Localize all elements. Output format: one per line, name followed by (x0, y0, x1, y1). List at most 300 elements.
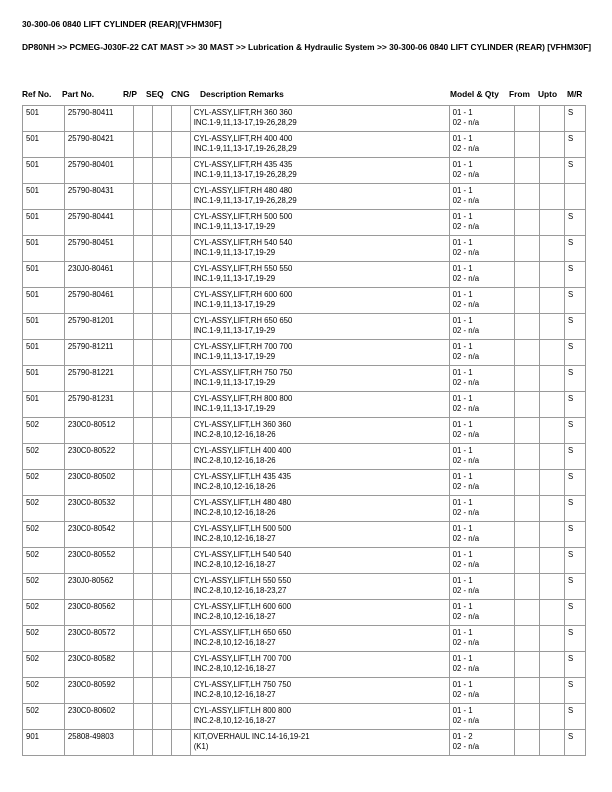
rp-cell (134, 548, 153, 574)
upto-cell (539, 262, 564, 288)
ref-cell: 501 (23, 262, 65, 288)
cng-cell (171, 210, 190, 236)
cng-cell (171, 418, 190, 444)
seq-cell (152, 470, 171, 496)
upto-cell (539, 132, 564, 158)
model-qty-line-2: 02 - n/a (452, 196, 480, 205)
part-number-cell: 25790-80401 (64, 158, 133, 184)
cng-cell (171, 496, 190, 522)
model-qty-cell (449, 574, 514, 600)
table-row (23, 106, 586, 132)
model-qty-cell (449, 366, 514, 392)
part-number-cell: 230C0-80562 (64, 600, 133, 626)
model-qty-line-2: 02 - n/a (452, 508, 480, 517)
description-cell (190, 392, 449, 418)
model-qty-line-2: 02 - n/a (452, 716, 480, 725)
cng-cell (171, 444, 190, 470)
model-qty-cell (449, 132, 514, 158)
table-row (23, 262, 586, 288)
cng-cell (171, 574, 190, 600)
upto-cell (539, 366, 564, 392)
description-text: CYL-ASSY,LIFT,RH 650 650 (193, 316, 293, 325)
model-qty-line-1: 01 - 1 (452, 238, 473, 247)
model-qty-line-2: 02 - n/a (452, 430, 480, 439)
from-cell (514, 340, 539, 366)
part-number-cell: 230C0-80572 (64, 626, 133, 652)
table-row (23, 548, 586, 574)
description-cell (190, 236, 449, 262)
description-text: CYL-ASSY,LIFT,RH 550 550 (193, 264, 293, 273)
cng-cell (171, 158, 190, 184)
from-cell (514, 236, 539, 262)
model-qty-line-1: 01 - 1 (452, 628, 473, 637)
from-cell (514, 704, 539, 730)
mr-cell: S (564, 418, 585, 444)
mr-cell: S (564, 132, 585, 158)
ref-cell: 501 (23, 236, 65, 262)
model-qty-cell (449, 522, 514, 548)
mr-cell: S (564, 340, 585, 366)
seq-cell (152, 314, 171, 340)
cng-cell (171, 392, 190, 418)
mr-cell: S (564, 652, 585, 678)
remarks-text: INC.1-9,11,13-17,19-29 (193, 404, 276, 413)
description-cell (190, 444, 449, 470)
description-text: CYL-ASSY,LIFT,RH 600 600 (193, 290, 293, 299)
seq-cell (152, 574, 171, 600)
upto-cell (539, 626, 564, 652)
remarks-text: INC.1-9,11,13-17,19-26,28,29 (193, 170, 297, 179)
seq-cell (152, 340, 171, 366)
description-cell (190, 340, 449, 366)
model-qty-line-1: 01 - 1 (452, 576, 473, 585)
part-number-cell: 230C0-80532 (64, 496, 133, 522)
upto-cell (539, 184, 564, 210)
ref-cell: 901 (23, 730, 65, 756)
model-qty-line-1: 01 - 1 (452, 264, 473, 273)
model-qty-line-1: 01 - 1 (452, 316, 473, 325)
model-qty-line-1: 01 - 1 (452, 446, 473, 455)
col-header-upto: Upto (538, 89, 558, 99)
model-qty-cell (449, 496, 514, 522)
model-qty-line-2: 02 - n/a (452, 144, 480, 153)
model-qty-line-2: 02 - n/a (452, 456, 480, 465)
part-number-cell: 230J0-80562 (64, 574, 133, 600)
upto-cell (539, 730, 564, 756)
model-qty-cell (449, 236, 514, 262)
remarks-text: INC.2-8,10,12-16,18-26 (193, 456, 276, 465)
rp-cell (134, 392, 153, 418)
remarks-text: INC.2-8,10,12-16,18-27 (193, 534, 276, 543)
seq-cell (152, 548, 171, 574)
rp-cell (134, 314, 153, 340)
part-number-cell: 230C0-80592 (64, 678, 133, 704)
parts-table (22, 105, 586, 756)
seq-cell (152, 600, 171, 626)
model-qty-line-1: 01 - 1 (452, 524, 473, 533)
model-qty-cell (449, 158, 514, 184)
part-number-cell: 230C0-80522 (64, 444, 133, 470)
from-cell (514, 418, 539, 444)
model-qty-line-2: 02 - n/a (452, 534, 480, 543)
from-cell (514, 262, 539, 288)
mr-cell: S (564, 158, 585, 184)
seq-cell (152, 106, 171, 132)
description-text: CYL-ASSY,LIFT,RH 750 750 (193, 368, 293, 377)
table-row (23, 184, 586, 210)
remarks-text: INC.2-8,10,12-16,18-26 (193, 508, 276, 517)
rp-cell (134, 236, 153, 262)
part-number-cell: 25790-80431 (64, 184, 133, 210)
rp-cell (134, 262, 153, 288)
model-qty-line-1: 01 - 1 (452, 602, 473, 611)
table-row (23, 340, 586, 366)
seq-cell (152, 132, 171, 158)
remarks-text: INC.2-8,10,12-16,18-26 (193, 482, 276, 491)
model-qty-line-2: 02 - n/a (452, 170, 480, 179)
cng-cell (171, 262, 190, 288)
mr-cell: S (564, 496, 585, 522)
table-row (23, 288, 586, 314)
model-qty-line-1: 01 - 1 (452, 108, 473, 117)
rp-cell (134, 470, 153, 496)
table-row (23, 626, 586, 652)
part-number-cell: 230C0-80552 (64, 548, 133, 574)
rp-cell (134, 652, 153, 678)
description-text: CYL-ASSY,LIFT,LH 435 435 (193, 472, 292, 481)
upto-cell (539, 340, 564, 366)
rp-cell (134, 288, 153, 314)
mr-cell: S (564, 600, 585, 626)
ref-cell: 502 (23, 444, 65, 470)
part-number-cell: 230C0-80502 (64, 470, 133, 496)
seq-cell (152, 730, 171, 756)
remarks-text: INC.2-8,10,12-16,18-26 (193, 430, 276, 439)
description-cell (190, 704, 449, 730)
col-header-seq: SEQ (146, 89, 164, 99)
model-qty-cell (449, 288, 514, 314)
cng-cell (171, 184, 190, 210)
from-cell (514, 496, 539, 522)
cng-cell (171, 652, 190, 678)
cng-cell (171, 626, 190, 652)
table-row (23, 678, 586, 704)
model-qty-line-1: 01 - 1 (452, 368, 473, 377)
model-qty-cell (449, 652, 514, 678)
remarks-text: INC.2-8,10,12-16,18-27 (193, 638, 276, 647)
col-header-cng: CNG (171, 89, 190, 99)
from-cell (514, 158, 539, 184)
description-text: KIT,OVERHAUL INC.14-16,19-21 (193, 732, 310, 741)
model-qty-line-1: 01 - 1 (452, 134, 473, 143)
description-cell (190, 158, 449, 184)
description-text: CYL-ASSY,LIFT,LH 600 600 (193, 602, 292, 611)
mr-cell: S (564, 730, 585, 756)
part-number-cell: 25790-80461 (64, 288, 133, 314)
model-qty-line-1: 01 - 1 (452, 186, 473, 195)
rp-cell (134, 184, 153, 210)
model-qty-line-1: 01 - 1 (452, 706, 473, 715)
upto-cell (539, 496, 564, 522)
cng-cell (171, 366, 190, 392)
part-number-cell: 25790-80451 (64, 236, 133, 262)
ref-cell: 502 (23, 652, 65, 678)
remarks-text: INC.1-9,11,13-17,19-29 (193, 352, 276, 361)
cng-cell (171, 600, 190, 626)
table-row (23, 392, 586, 418)
breadcrumb: DP80NH >> PCMEG-J030F-22 CAT MAST >> 30 MAST >> Lubrication & Hydraulic System >> 30-300-06 0840 LIFT CYLINDER (REAR) [VFHM30F] (22, 42, 592, 52)
part-number-cell: 25790-80411 (64, 106, 133, 132)
ref-cell: 502 (23, 704, 65, 730)
cng-cell (171, 340, 190, 366)
description-text: CYL-ASSY,LIFT,LH 400 400 (193, 446, 292, 455)
model-qty-line-2: 02 - n/a (452, 248, 480, 257)
model-qty-cell (449, 470, 514, 496)
table-row (23, 496, 586, 522)
model-qty-cell (449, 184, 514, 210)
description-text: CYL-ASSY,LIFT,LH 650 650 (193, 628, 292, 637)
ref-cell: 502 (23, 418, 65, 444)
model-qty-cell (449, 418, 514, 444)
from-cell (514, 106, 539, 132)
part-number-cell: 25790-80421 (64, 132, 133, 158)
remarks-text: INC.2-8,10,12-16,18-27 (193, 716, 276, 725)
model-qty-cell (449, 340, 514, 366)
seq-cell (152, 366, 171, 392)
upto-cell (539, 574, 564, 600)
table-row (23, 132, 586, 158)
table-header (22, 89, 592, 100)
from-cell (514, 210, 539, 236)
remarks-text: INC.1-9,11,13-17,19-29 (193, 248, 276, 257)
rp-cell (134, 340, 153, 366)
description-cell (190, 210, 449, 236)
remarks-text: INC.1-9,11,13-17,19-29 (193, 300, 276, 309)
mr-cell: S (564, 704, 585, 730)
model-qty-cell (449, 106, 514, 132)
description-cell (190, 470, 449, 496)
ref-cell: 501 (23, 340, 65, 366)
mr-cell: S (564, 366, 585, 392)
mr-cell: S (564, 574, 585, 600)
description-cell (190, 548, 449, 574)
from-cell (514, 574, 539, 600)
cng-cell (171, 548, 190, 574)
part-number-cell: 25808-49803 (64, 730, 133, 756)
model-qty-line-1: 01 - 1 (452, 212, 473, 221)
table-row (23, 158, 586, 184)
table-row (23, 652, 586, 678)
rp-cell (134, 210, 153, 236)
seq-cell (152, 392, 171, 418)
part-number-cell: 230C0-80542 (64, 522, 133, 548)
model-qty-line-1: 01 - 2 (452, 732, 473, 741)
part-number-cell: 25790-81231 (64, 392, 133, 418)
remarks-text: INC.1-9,11,13-17,19-29 (193, 326, 276, 335)
mr-cell: S (564, 522, 585, 548)
model-qty-cell (449, 210, 514, 236)
mr-cell (564, 184, 585, 210)
seq-cell (152, 158, 171, 184)
rp-cell (134, 730, 153, 756)
rp-cell (134, 626, 153, 652)
mr-cell: S (564, 210, 585, 236)
seq-cell (152, 704, 171, 730)
seq-cell (152, 496, 171, 522)
from-cell (514, 730, 539, 756)
description-text: CYL-ASSY,LIFT,LH 500 500 (193, 524, 292, 533)
from-cell (514, 600, 539, 626)
cng-cell (171, 288, 190, 314)
model-qty-line-1: 01 - 1 (452, 290, 473, 299)
mr-cell: S (564, 392, 585, 418)
from-cell (514, 470, 539, 496)
description-text: CYL-ASSY,LIFT,RH 400 400 (193, 134, 293, 143)
mr-cell: S (564, 678, 585, 704)
model-qty-line-2: 02 - n/a (452, 612, 480, 621)
cng-cell (171, 132, 190, 158)
description-text: CYL-ASSY,LIFT,RH 360 360 (193, 108, 293, 117)
model-qty-line-2: 02 - n/a (452, 690, 480, 699)
mr-cell: S (564, 106, 585, 132)
seq-cell (152, 678, 171, 704)
model-qty-cell (449, 314, 514, 340)
page-title: 30-300-06 0840 LIFT CYLINDER (REAR)[VFHM30F] (22, 19, 222, 29)
description-text: CYL-ASSY,LIFT,LH 750 750 (193, 680, 292, 689)
cng-cell (171, 730, 190, 756)
seq-cell (152, 418, 171, 444)
ref-cell: 501 (23, 288, 65, 314)
remarks-text: INC.1-9,11,13-17,19-26,28,29 (193, 196, 297, 205)
description-cell (190, 496, 449, 522)
remarks-text: INC.1-9,11,13-17,19-29 (193, 378, 276, 387)
model-qty-line-2: 02 - n/a (452, 274, 480, 283)
remarks-text: INC.1-9,11,13-17,19-26,28,29 (193, 118, 297, 127)
description-text: CYL-ASSY,LIFT,LH 360 360 (193, 420, 292, 429)
description-cell (190, 314, 449, 340)
remarks-text: INC.2-8,10,12-16,18-27 (193, 612, 276, 621)
description-cell (190, 262, 449, 288)
mr-cell: S (564, 444, 585, 470)
part-number-cell: 230C0-80512 (64, 418, 133, 444)
model-qty-line-2: 02 - n/a (452, 378, 480, 387)
seq-cell (152, 236, 171, 262)
col-header-part: Part No. (62, 89, 95, 99)
seq-cell (152, 522, 171, 548)
from-cell (514, 548, 539, 574)
from-cell (514, 444, 539, 470)
seq-cell (152, 626, 171, 652)
upto-cell (539, 444, 564, 470)
ref-cell: 502 (23, 574, 65, 600)
mr-cell: S (564, 470, 585, 496)
from-cell (514, 184, 539, 210)
remarks-text: INC.2-8,10,12-16,18-27 (193, 560, 276, 569)
seq-cell (152, 184, 171, 210)
upto-cell (539, 236, 564, 262)
upto-cell (539, 314, 564, 340)
description-text: CYL-ASSY,LIFT,LH 540 540 (193, 550, 292, 559)
rp-cell (134, 496, 153, 522)
col-header-rp: R/P (123, 89, 137, 99)
upto-cell (539, 288, 564, 314)
part-number-cell: 230C0-80582 (64, 652, 133, 678)
rp-cell (134, 574, 153, 600)
mr-cell: S (564, 236, 585, 262)
cng-cell (171, 470, 190, 496)
model-qty-line-1: 01 - 1 (452, 394, 473, 403)
description-cell (190, 418, 449, 444)
model-qty-line-2: 02 - n/a (452, 560, 480, 569)
rp-cell (134, 366, 153, 392)
upto-cell (539, 548, 564, 574)
upto-cell (539, 678, 564, 704)
rp-cell (134, 522, 153, 548)
ref-cell: 501 (23, 210, 65, 236)
ref-cell: 502 (23, 548, 65, 574)
cng-cell (171, 678, 190, 704)
ref-cell: 501 (23, 366, 65, 392)
description-cell (190, 730, 449, 756)
ref-cell: 502 (23, 600, 65, 626)
part-number-cell: 25790-81211 (64, 340, 133, 366)
model-qty-line-2: 02 - n/a (452, 352, 480, 361)
upto-cell (539, 600, 564, 626)
ref-cell: 502 (23, 522, 65, 548)
seq-cell (152, 652, 171, 678)
model-qty-line-2: 02 - n/a (452, 482, 480, 491)
description-text: CYL-ASSY,LIFT,RH 700 700 (193, 342, 293, 351)
description-cell (190, 522, 449, 548)
part-number-cell: 230J0-80461 (64, 262, 133, 288)
description-cell (190, 652, 449, 678)
description-cell (190, 106, 449, 132)
model-qty-cell (449, 704, 514, 730)
model-qty-line-1: 01 - 1 (452, 342, 473, 351)
model-qty-cell (449, 600, 514, 626)
model-qty-cell (449, 444, 514, 470)
description-cell (190, 600, 449, 626)
description-text: CYL-ASSY,LIFT,RH 480 480 (193, 186, 293, 195)
table-row (23, 522, 586, 548)
model-qty-line-2: 02 - n/a (452, 326, 480, 335)
upto-cell (539, 652, 564, 678)
rp-cell (134, 106, 153, 132)
cng-cell (171, 106, 190, 132)
model-qty-line-1: 01 - 1 (452, 498, 473, 507)
ref-cell: 502 (23, 678, 65, 704)
model-qty-cell (449, 392, 514, 418)
upto-cell (539, 470, 564, 496)
col-header-desc: Description Remarks (200, 89, 284, 99)
description-text: CYL-ASSY,LIFT,RH 540 540 (193, 238, 293, 247)
col-header-mr: M/R (567, 89, 583, 99)
remarks-text: INC.1-9,11,13-17,19-29 (193, 222, 276, 231)
cng-cell (171, 314, 190, 340)
upto-cell (539, 106, 564, 132)
cng-cell (171, 236, 190, 262)
part-number-cell: 25790-81201 (64, 314, 133, 340)
description-cell (190, 678, 449, 704)
ref-cell: 501 (23, 158, 65, 184)
upto-cell (539, 210, 564, 236)
ref-cell: 501 (23, 314, 65, 340)
remarks-text: INC.2-8,10,12-16,18-27 (193, 664, 276, 673)
from-cell (514, 288, 539, 314)
seq-cell (152, 210, 171, 236)
rp-cell (134, 678, 153, 704)
remarks-text: INC.1-9,11,13-17,19-26,28,29 (193, 144, 297, 153)
